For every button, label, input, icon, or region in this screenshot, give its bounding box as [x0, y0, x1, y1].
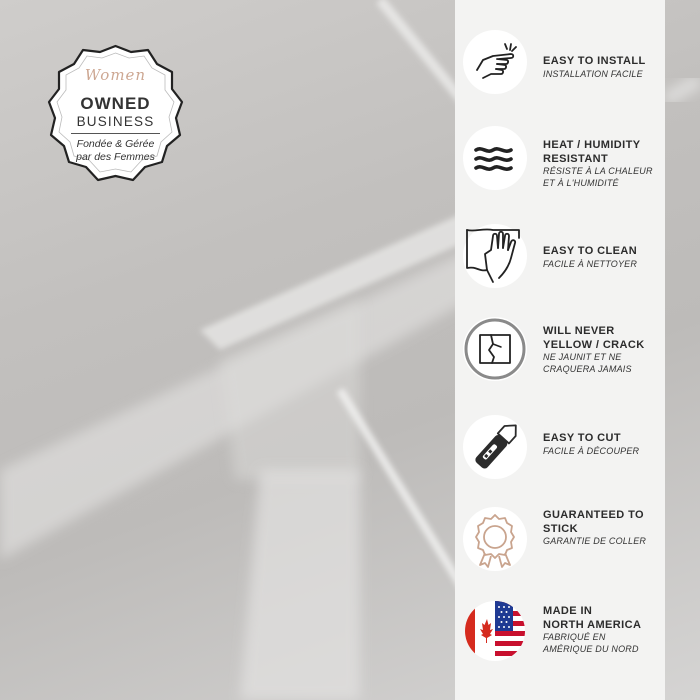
feature-subtitle: FABRIQUÉ EN: [543, 632, 606, 642]
feature-never-yellow-crack: [455, 305, 665, 395]
feature-subtitle-line2: AMÉRIQUE DU NORD: [543, 643, 639, 654]
seal-owned-text: OWNED: [80, 94, 151, 113]
feature-title: HEAT / HUMIDITY: [543, 139, 641, 151]
feature-subtitle-line2: ET À L'HUMIDITÉ: [543, 177, 619, 188]
feature-subtitle: INSTALLATION FACILE: [543, 68, 643, 79]
feature-title-line2: YELLOW / CRACK: [543, 338, 645, 351]
feature-easy-to-install: [455, 20, 665, 110]
feature-title: EASY TO INSTALL: [543, 55, 646, 67]
feature-easy-to-cut: [455, 405, 665, 495]
utility-knife-icon: [463, 415, 527, 479]
feature-title: WILL NEVER: [543, 325, 615, 337]
hand-cloth-icon: [463, 224, 527, 288]
heat-waves-icon: [463, 126, 527, 190]
feature-made-in-north-america: [455, 590, 665, 680]
features-panel: [455, 0, 665, 700]
seal-french-line1: Fondée & Gérée: [76, 138, 155, 150]
feature-subtitle-line2: CRAQUERA JAMAIS: [543, 363, 632, 374]
feature-subtitle: NE JAUNIT ET NE: [543, 352, 622, 362]
award-badge-icon: [463, 507, 527, 571]
feature-title-line2: NORTH AMERICA: [543, 618, 642, 631]
seal-women-script: Women: [84, 66, 147, 84]
seal-french-line2: par des Femmes: [76, 151, 155, 163]
feature-subtitle: FACILE À DÉCOUPER: [543, 445, 640, 456]
feature-title: GUARANTEED TO: [543, 509, 644, 521]
canada-usa-flags-icon: [463, 599, 527, 663]
feature-guaranteed-to-stick: [455, 497, 665, 587]
pointing-hand-icon: [463, 30, 527, 94]
cracked-tile-icon: [463, 317, 527, 381]
feature-subtitle: GARANTIE DE COLLER: [543, 536, 647, 546]
seal-business-text: BUSINESS: [76, 114, 155, 129]
feature-title: MADE IN: [543, 605, 593, 617]
feature-title-line2: STICK: [543, 522, 578, 535]
feature-title-line2: RESISTANT: [543, 152, 609, 165]
feature-title: EASY TO CUT: [543, 432, 621, 444]
feature-easy-to-clean: [455, 210, 665, 300]
feature-subtitle: RÉSISTE À LA CHALEUR: [543, 166, 653, 176]
feature-subtitle: FACILE À NETTOYER: [543, 258, 638, 269]
feature-heat-humidity-resistant: [455, 112, 665, 202]
seal-divider: [71, 133, 160, 134]
feature-title: EASY TO CLEAN: [543, 245, 638, 257]
women-owned-business-seal: [38, 40, 193, 188]
